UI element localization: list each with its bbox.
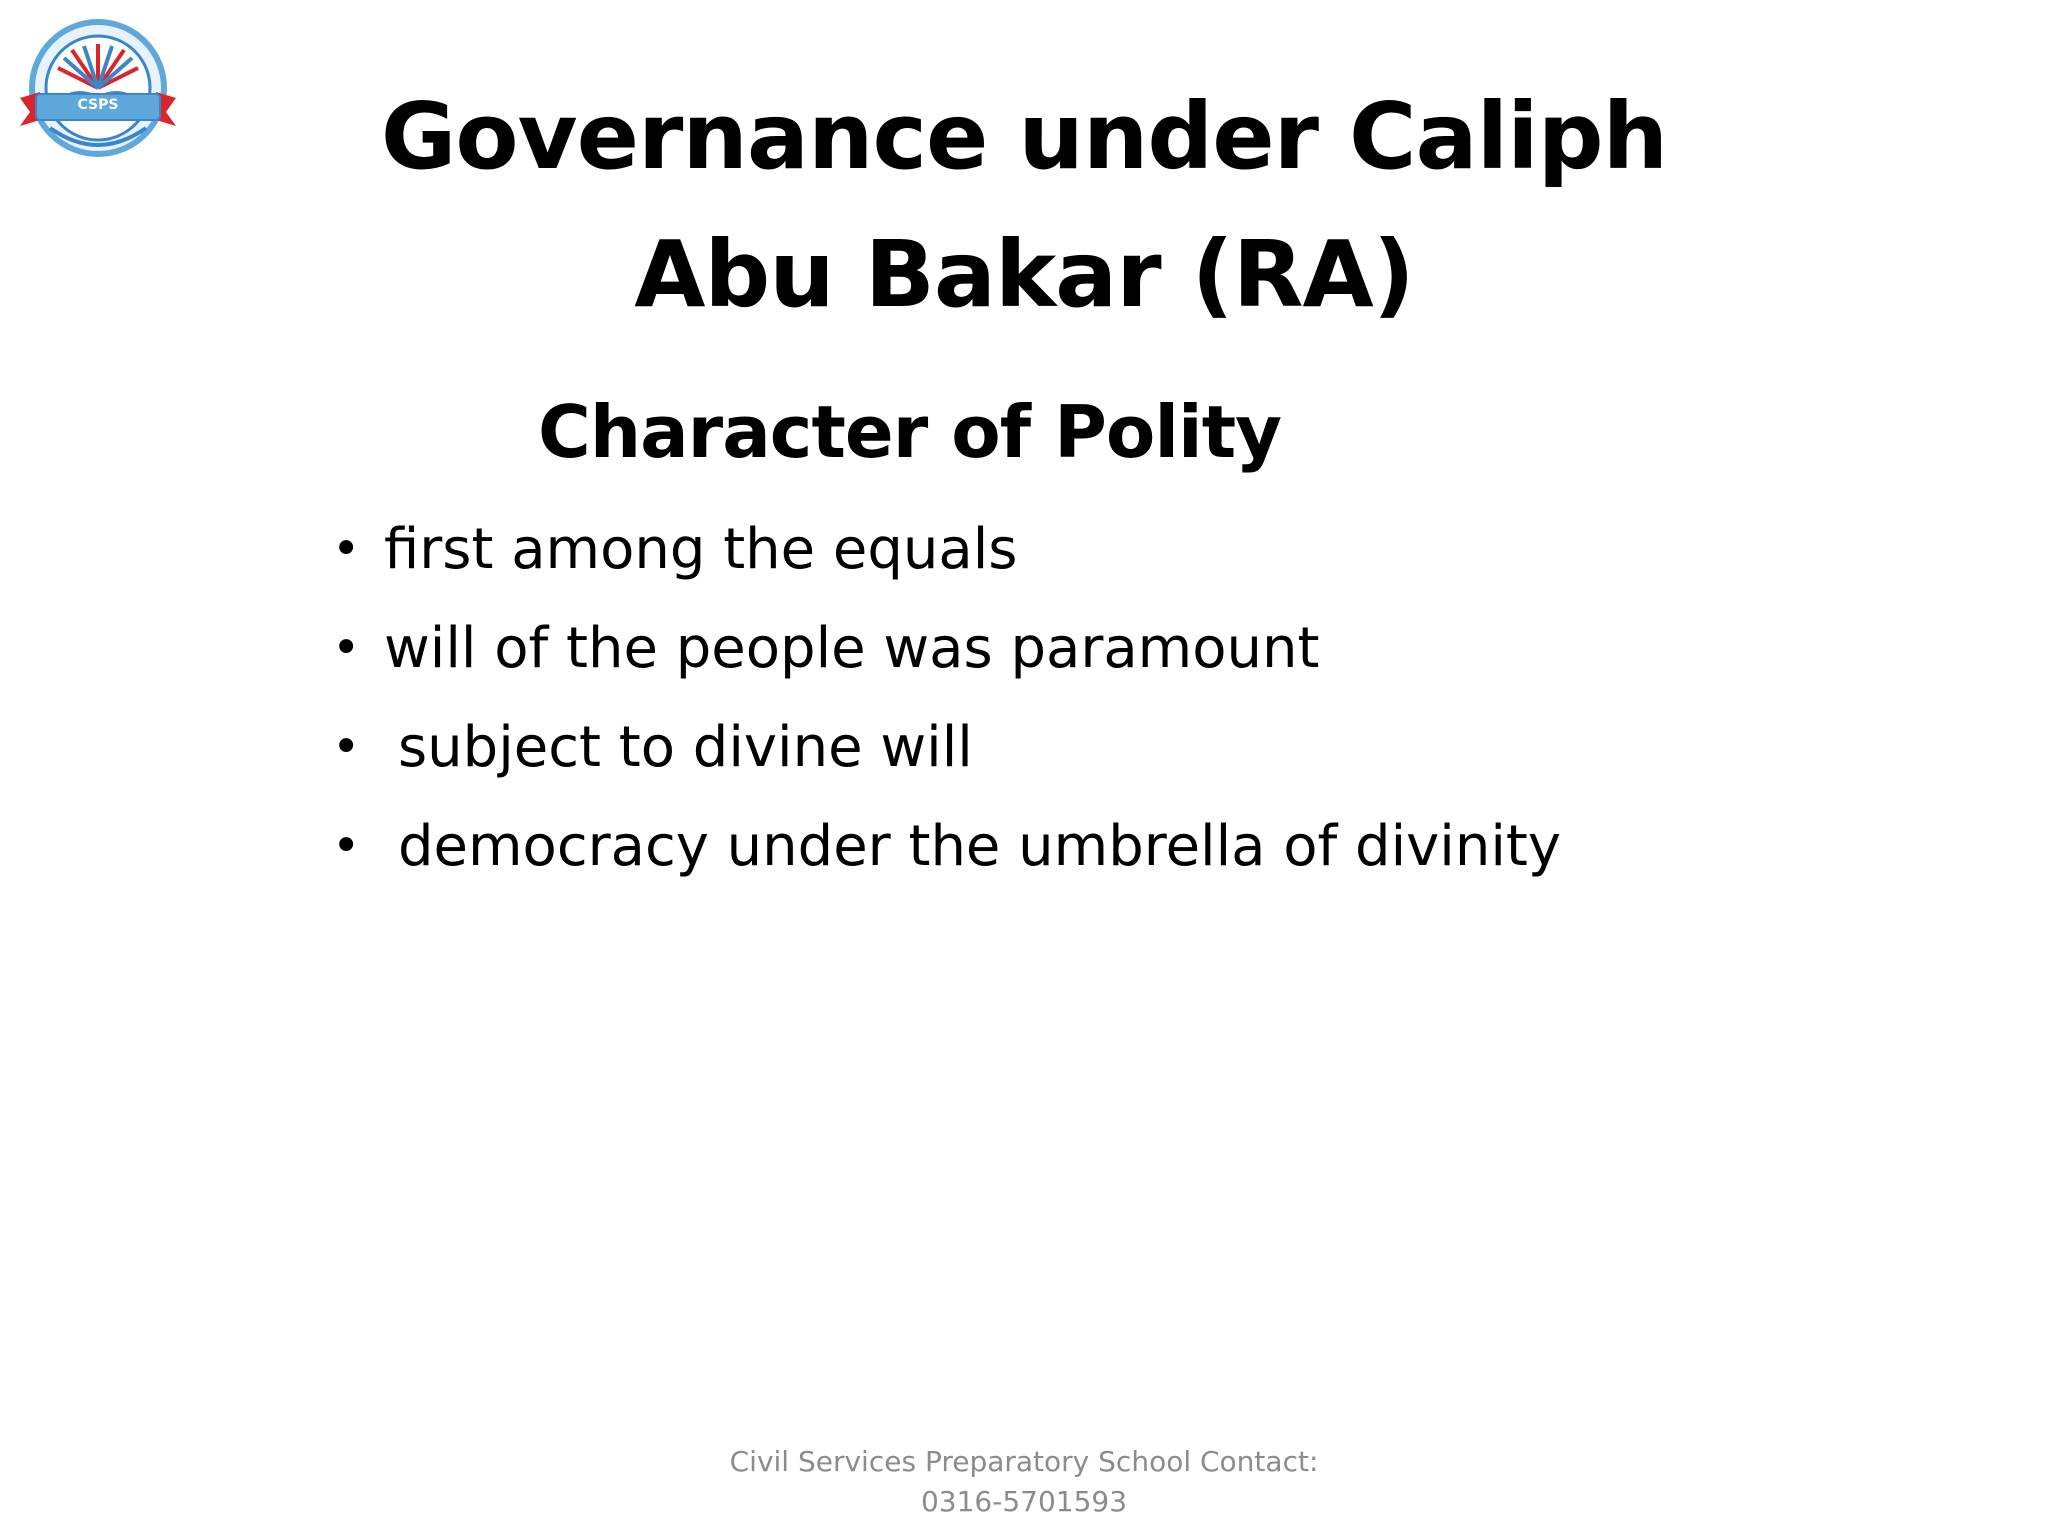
list-item bbox=[326, 698, 1561, 797]
bullet-text: first among the equals bbox=[384, 517, 1018, 582]
page-title bbox=[0, 68, 2048, 344]
section-subtitle: Character of Polity bbox=[538, 390, 1282, 474]
footer-line-1: Civil Services Preparatory School Contact: bbox=[729, 1445, 1319, 1478]
title-line-1: Governance under Caliph bbox=[380, 83, 1668, 190]
bullet-icon: • bbox=[332, 719, 361, 775]
list-item bbox=[326, 599, 1561, 698]
bullet-list bbox=[326, 500, 1561, 896]
footer-contact bbox=[0, 1442, 2048, 1522]
footer-line-2: 0316-5701593 bbox=[920, 1485, 1128, 1518]
list-item bbox=[326, 797, 1561, 896]
title-line-2: Abu Bakar (RA) bbox=[634, 221, 1414, 328]
bullet-text: subject to divine will bbox=[398, 715, 973, 780]
bullet-icon: • bbox=[332, 620, 361, 676]
bullet-icon: • bbox=[332, 818, 361, 874]
bullet-icon: • bbox=[332, 521, 361, 577]
bullet-text: will of the people was paramount bbox=[384, 616, 1320, 681]
list-item bbox=[326, 500, 1561, 599]
bullet-text: democracy under the umbrella of divinity bbox=[398, 814, 1561, 879]
logo-initials: CSPS bbox=[77, 97, 119, 113]
